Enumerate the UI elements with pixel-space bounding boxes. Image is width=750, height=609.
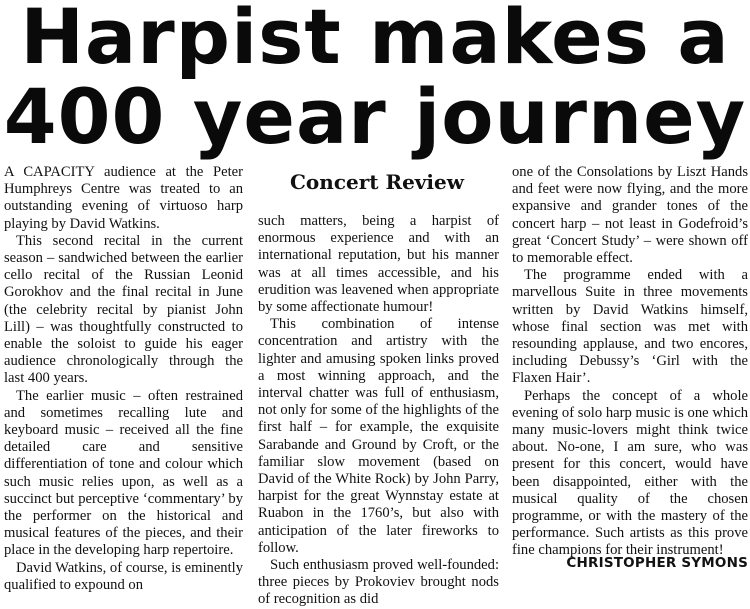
paragraph: The earlier music – often restrained and sometimes recalling lute and keyboard music – received all the fine detailed care and sensitive differentiation of tone and colour which such music relies upon, as well as a succinct but perceptive ‘commentary’ by the performer on the historical and musical features of the pieces, and their place in the developing harp repertoire. <box>4 387 243 559</box>
headline-line-1: Harpist makes a <box>20 0 730 81</box>
paragraph: such matters, being a harpist of enormous experience and with an international reputation, but his manner was at all times accessible, and his erudition was leavened when appropriate by some affectionate humour! <box>258 213 499 316</box>
paragraph: A CAPACITY audience at the Peter Humphreys Centre was treated to an outstanding evening of virtuoso harp playing by David Watkins. <box>4 164 243 232</box>
paragraph: This second recital in the current season – sandwiched between the earlier cello recital of the Russian Leonid Gorokhov and the final recital in June (the celebrity recital by pianist John Lill) – was thoughtfully constructed to enable the soloist to guide his eager audience chronologically through the last 400 years. <box>4 232 243 387</box>
paragraph: Perhaps the concept of a whole evening of solo harp music is one which many music-lovers might think twice about. No-one, I am sure, who was present for this concert, would have been disappointed, either with the musical quality of the chosen programme, or with the mastery of the performance. Such artists as this prove fine champions for their instrument! <box>512 387 748 559</box>
section-rubric: Concert Review <box>290 170 464 194</box>
paragraph: David Watkins, of course, is eminently qualified to expound on <box>4 559 243 593</box>
headline-line-2: 400 year journey <box>3 72 747 161</box>
paragraph: Such enthusiasm proved well-founded: three pieces by Prokoviev brought nods of recognition as did <box>258 557 499 608</box>
paragraph: The programme ended with a marvellous Suite in three movements written by David Watkins himself, whose final section was met with resounding applause, and two encores, including Debussy’s ‘Girl with the Flaxen Hair’. <box>512 267 748 387</box>
paragraph: This combination of intense concentration and artistry with the lighter and amusing spoken links proved a most winning approach, and the interval chatter was full of enthusiasm, not only for some of the highlights of the first half – for example, the exquisite Sarabande and Ground by Croft, or the familiar slow movement (based on David of the White Rock) by John Parry, harpist for the great Wynnstay estate at Ruabon in the 1760’s, but also with anticipation of the later fireworks to follow. <box>258 316 499 556</box>
article-column-2 <box>258 213 499 609</box>
article-column-1 <box>4 164 243 594</box>
paragraph: one of the Consolations by Liszt Hands and feet were now flying, and the more expansive and grander tones of the concert harp – not least in Godefroid’s great ‘Concert Study’ – were shown off to memorable effect. <box>512 164 748 267</box>
author-byline: CHRISTOPHER SYMONS <box>566 555 748 571</box>
article-column-3 <box>512 164 748 560</box>
